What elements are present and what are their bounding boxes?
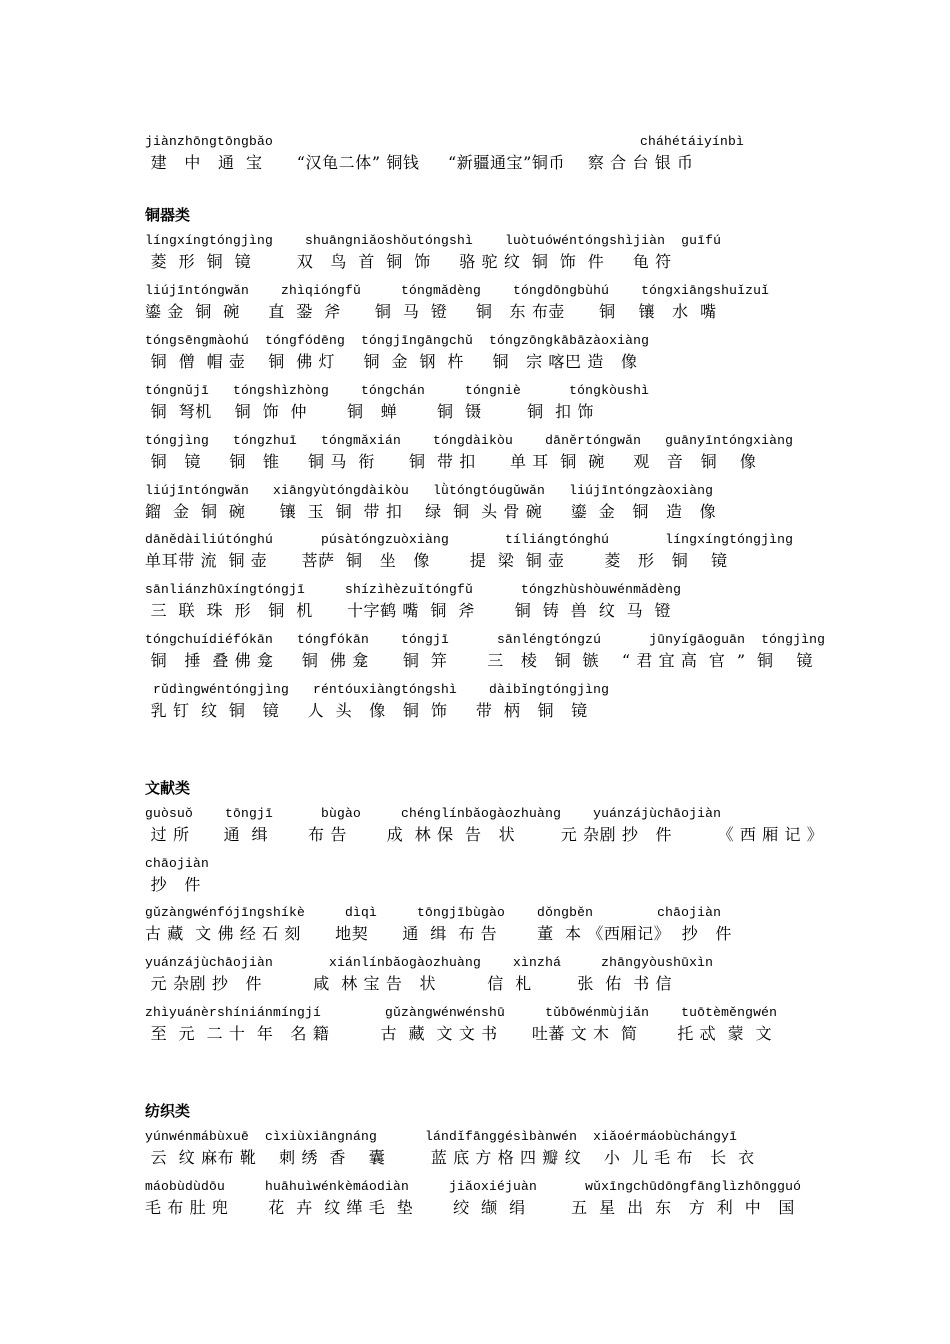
pinyin-line: yúnwénmábùxuē cìxiùxiāngnáng lándǐfānggésìbànwén xiǎoérmáobùchángyī — [145, 1129, 738, 1144]
hanzi-line: 毛 布 肚 兜 花 卉 纹 缂 毛 垫 绞 缬 绢 五 星 出 东 方 利 中 国 — [145, 1198, 795, 1217]
hanzi-line: 乳 钉 纹 铜 镜 人 头 像 铜 饰 带 柄 铜 镜 — [145, 701, 588, 720]
pinyin-line: dānědàiliútónghú púsàtóngzuòxiàng tíliángtónghú língxíngtóngjìng — [145, 532, 794, 547]
hanzi-line: 单耳带 流 铜 壶 菩萨 铜 坐 像 提 梁 铜 壶 菱 形 铜 镜 — [145, 551, 728, 570]
pinyin-line: máobùdùdōu huāhuìwénkèmáodiàn jiǎoxiéjuàn wǔxīngchūdōngfānglìzhōngguó — [145, 1179, 802, 1194]
pinyin-line: tóngnǔjī tóngshìzhòng tóngchán tóngniè tóngkòushì — [145, 383, 650, 398]
hanzi-line: 抄 件 — [145, 875, 201, 894]
hanzi-line: 菱 形 铜 镜 双 鸟 首 铜 饰 骆 驼 纹 铜 饰 件 龟 符 — [145, 252, 672, 271]
hanzi-line: 鎏 金 铜 碗 直 銎 斧 铜 马 镫 铜 东 布壶 铜 镶 水 嘴 — [145, 302, 717, 321]
pinyin-line: tóngjìng tóngzhuī tóngmǎxián tóngdàikòu dāněrtóngwǎn guānyīntóngxiàng — [145, 433, 794, 448]
pinyin-line: sānliánzhūxíngtóngjī shízìhèzuǐtóngfǔ tóngzhùshòuwénmǎdèng — [145, 582, 682, 597]
hanzi-line: 至 元 二 十 年 名 籍 古 藏 文 文 书 吐蕃 文 木 简 托 忒 蒙 文 — [145, 1024, 773, 1043]
hanzi-line: 鎦 金 铜 碗 镶 玉 铜 带 扣 绿 铜 头 骨 碗 鎏 金 铜 造 像 — [145, 502, 717, 521]
pinyin-line: liújīntóngwǎn xiāngyùtóngdàikòu lǜtóngtóugǔwǎn liújīntóngzàoxiàng — [145, 483, 714, 498]
section-heading-textiles: 纺织类 — [145, 1102, 191, 1120]
hanzi-line: 古 藏 文 佛 经 石 刻 地契 通 缉 布 告 董 本 《西厢记》 抄 件 — [145, 924, 732, 943]
pinyin-line: yuánzájùchāojiàn xiánlínbǎogàozhuàng xìnzhá zhāngyòushūxìn — [145, 955, 714, 970]
pinyin-line: rǔdìngwéntóngjìng réntóuxiàngtóngshì dàibǐngtóngjìng — [145, 682, 610, 697]
pinyin-line: chāojiàn — [145, 856, 210, 871]
hanzi-line: 过 所 通 缉 布 告 成 林 保 告 状 元 杂剧 抄 件 《 西 厢 记 》 — [145, 825, 824, 844]
pinyin-line: língxíngtóngjìng shuāngniǎoshǒutóngshì luòtuówéntóngshìjiàn guīfú — [145, 233, 722, 248]
hanzi-line: 元 杂剧 抄 件 咸 林 宝 告 状 信 札 张 佑 书 信 — [145, 974, 673, 993]
pinyin-line: tóngchuídiéfókān tóngfókān tóngjī sānléngtóngzú jūnyígāoguān tóngjìng — [145, 632, 826, 647]
pinyin-line: liújīntóngwǎn zhìqióngfǔ tóngmǎdèng tóngdōngbùhú tóngxiāngshuǐzuǐ — [145, 283, 770, 298]
pinyin-line: gǔzàngwénfójīngshíkè dìqì tōngjībùgào dǒngběn chāojiàn — [145, 905, 722, 920]
pinyin-line: zhìyuánèrshíniánmíngjí gǔzàngwénwénshū tǔbōwénmùjiǎn tuōtèměngwén — [145, 1005, 778, 1020]
pinyin-line: tóngsēngmàohú tóngfódēng tóngjīngāngchǔ tóngzōngkābāzàoxiàng — [145, 333, 650, 348]
hanzi-line: 三 联 珠 形 铜 机 十字鹤 嘴 铜 斧 铜 铸 兽 纹 马 镫 — [145, 601, 672, 620]
section-heading-documents: 文献类 — [145, 779, 191, 797]
hanzi-line: 铜 镜 铜 锥 铜 马 衔 铜 带 扣 单 耳 铜 碗 观 音 铜 像 — [145, 452, 757, 471]
hanzi-line: 铜 僧 帽 壶 铜 佛 灯 铜 金 钢 杵 铜 宗 喀巴 造 像 — [145, 352, 638, 371]
pinyin-line: guòsuǒ tōngjī bùgào chénglínbǎogàozhuàng yuánzájùchāojiàn — [145, 806, 722, 821]
intro-hanzi: 建 中 通 宝 “汉龟二体” 铜钱 “新疆通宝”铜币 察 合 台 银 币 — [145, 153, 694, 172]
hanzi-line: 铜 捶 叠 佛 龛 铜 佛 龛 铜 笄 三 棱 铜 镞 “ 君 宜 高 官 ” 铜 镜 — [145, 651, 813, 670]
section-heading-bronze: 铜器类 — [145, 206, 191, 224]
intro-pinyin: jiànzhōngtōngbǎo — [145, 134, 274, 149]
hanzi-line: 铜 弩机 铜 饰 仲 铜 蝉 铜 镊 铜 扣 饰 — [145, 402, 594, 421]
hanzi-line: 云 纹 麻布 靴 刺 绣 香 囊 蓝 底 方 格 四 瓣 纹 小 儿 毛 布 长 衣 — [145, 1148, 755, 1167]
intro-pinyin-2: cháhétáiyínbì — [640, 134, 745, 149]
